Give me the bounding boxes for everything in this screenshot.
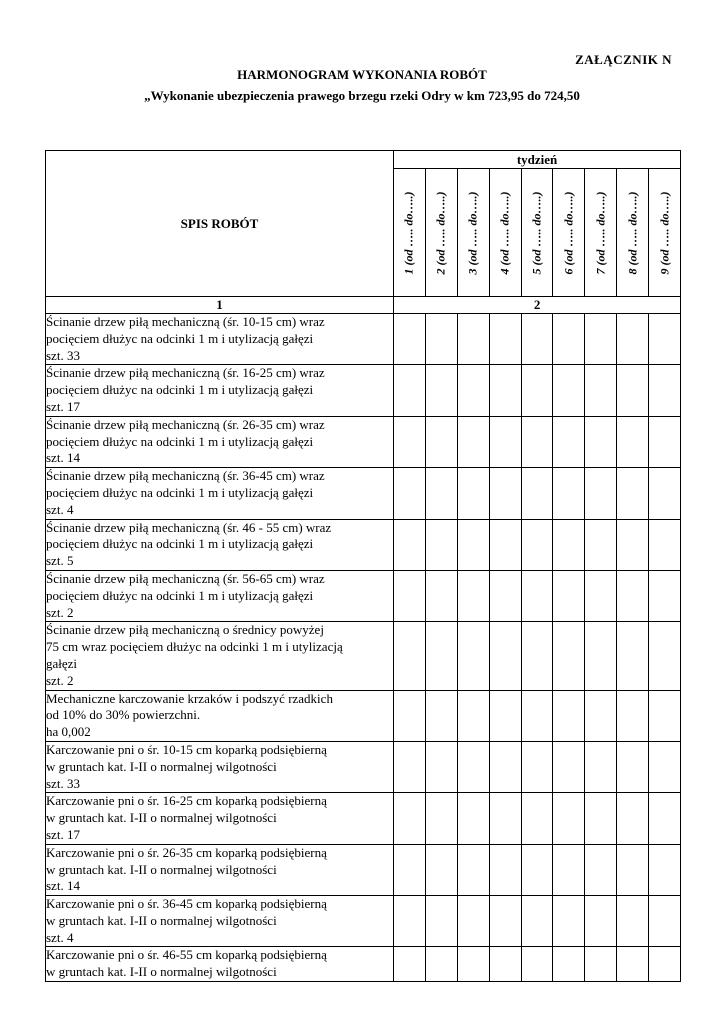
schedule-cell bbox=[521, 844, 553, 895]
week-header-cell bbox=[617, 169, 649, 297]
schedule-cell bbox=[649, 741, 681, 792]
schedule-cell bbox=[457, 519, 489, 570]
description-line: pocięciem dłużyc na odcinki 1 m i utylizacją gałęzi bbox=[46, 587, 314, 603]
schedule-cell bbox=[617, 793, 649, 844]
schedule-cell bbox=[617, 468, 649, 519]
description-line: Ścinanie drzew piłą mechaniczną (śr. 16-25 cm) wraz bbox=[46, 365, 325, 381]
schedule-cell bbox=[521, 416, 553, 467]
work-description bbox=[46, 416, 394, 467]
schedule-cell bbox=[585, 365, 617, 416]
description-line: szt. 17 bbox=[46, 826, 80, 842]
table-row bbox=[46, 896, 681, 947]
schedule-cell bbox=[617, 519, 649, 570]
schedule-cell bbox=[585, 570, 617, 621]
schedule-cell bbox=[394, 896, 426, 947]
weeks-header: tydzień bbox=[394, 151, 681, 169]
description-line: szt. 33 bbox=[46, 775, 80, 791]
schedule-cell bbox=[649, 314, 681, 365]
schedule-cell bbox=[649, 365, 681, 416]
work-description bbox=[46, 947, 394, 982]
description-line: Karczowanie pni o śr. 26-35 cm koparką podsiębierną bbox=[46, 844, 327, 860]
schedule-cell bbox=[617, 570, 649, 621]
description-line: Ścinanie drzew piłą mechaniczną (śr. 10-15 cm) wraz bbox=[46, 314, 325, 329]
annex-label: ZAŁĄCZNIK N bbox=[575, 52, 672, 67]
schedule-cell bbox=[553, 519, 585, 570]
week-label: 7 (od ….. do…..) bbox=[593, 191, 608, 274]
work-description bbox=[46, 793, 394, 844]
description-line: gałęzi bbox=[46, 655, 78, 671]
work-description bbox=[46, 741, 394, 792]
schedule-cell bbox=[649, 468, 681, 519]
description-line: Ścinanie drzew piłą mechaniczną (śr. 46 - 55 cm) wraz bbox=[46, 519, 332, 535]
description-line: Ścinanie drzew piłą mechaniczną o średnicy powyżej bbox=[46, 622, 324, 638]
description-line: 75 cm wraz pocięciem dłużyc na odcinki 1 m i utylizacją bbox=[46, 639, 343, 655]
schedule-cell bbox=[394, 844, 426, 895]
schedule-cell bbox=[649, 793, 681, 844]
schedule-cell bbox=[394, 793, 426, 844]
schedule-cell bbox=[457, 793, 489, 844]
schedule-cell bbox=[489, 314, 521, 365]
table-row bbox=[46, 314, 681, 365]
schedule-cell bbox=[521, 314, 553, 365]
schedule-cell bbox=[649, 844, 681, 895]
description-line: szt. 14 bbox=[46, 878, 80, 894]
schedule-cell bbox=[394, 690, 426, 741]
schedule-cell bbox=[553, 365, 585, 416]
work-description bbox=[46, 690, 394, 741]
work-description bbox=[46, 844, 394, 895]
description-line: szt. 33 bbox=[46, 347, 80, 363]
schedule-cell bbox=[425, 416, 457, 467]
week-header-cell bbox=[521, 169, 553, 297]
schedule-cell bbox=[585, 896, 617, 947]
schedule-cell bbox=[585, 416, 617, 467]
schedule-cell bbox=[617, 690, 649, 741]
schedule-cell bbox=[521, 570, 553, 621]
work-description bbox=[46, 519, 394, 570]
header-row-top bbox=[46, 151, 681, 169]
description-line: Karczowanie pni o śr. 10-15 cm koparką podsiębierną bbox=[46, 741, 327, 757]
description-line: Ścinanie drzew piłą mechaniczną (śr. 56-65 cm) wraz bbox=[46, 570, 325, 586]
description-line: w gruntach kat. I-II o normalnej wilgotności bbox=[46, 810, 277, 826]
schedule-cell bbox=[457, 844, 489, 895]
schedule-cell bbox=[489, 896, 521, 947]
description-line: szt. 17 bbox=[46, 398, 80, 414]
week-header-cell bbox=[489, 169, 521, 297]
description-line: Ścinanie drzew piłą mechaniczną (śr. 36-45 cm) wraz bbox=[46, 468, 325, 484]
table-row bbox=[46, 468, 681, 519]
description-line: w gruntach kat. I-II o normalnej wilgotności bbox=[46, 861, 277, 877]
schedule-cell bbox=[553, 793, 585, 844]
schedule-cell bbox=[649, 570, 681, 621]
schedule-cell bbox=[489, 365, 521, 416]
schedule-cell bbox=[553, 741, 585, 792]
schedule-cell bbox=[457, 365, 489, 416]
table-row bbox=[46, 570, 681, 621]
description-line: pocięciem dłużyc na odcinki 1 m i utylizacją gałęzi bbox=[46, 484, 314, 500]
week-label: 8 (od ….. do…..) bbox=[625, 191, 640, 274]
description-line: pocięciem dłużyc na odcinki 1 m i utylizacją gałęzi bbox=[46, 433, 314, 449]
schedule-cell bbox=[553, 570, 585, 621]
table-row bbox=[46, 844, 681, 895]
schedule-cell bbox=[489, 416, 521, 467]
schedule-cell bbox=[585, 468, 617, 519]
table-row bbox=[46, 416, 681, 467]
schedule-cell bbox=[457, 314, 489, 365]
description-line: szt. 4 bbox=[46, 929, 74, 945]
schedule-cell bbox=[521, 690, 553, 741]
table-row bbox=[46, 365, 681, 416]
schedule-cell bbox=[457, 622, 489, 690]
schedule-cell bbox=[521, 468, 553, 519]
schedule-cell bbox=[521, 896, 553, 947]
schedule-cell bbox=[457, 741, 489, 792]
schedule-cell bbox=[553, 690, 585, 741]
schedule-cell bbox=[617, 896, 649, 947]
table-row bbox=[46, 793, 681, 844]
table-row bbox=[46, 519, 681, 570]
schedule-cell bbox=[585, 947, 617, 982]
schedule-cell bbox=[553, 947, 585, 982]
schedule-cell bbox=[585, 519, 617, 570]
description-line: Karczowanie pni o śr. 36-45 cm koparką podsiębierną bbox=[46, 896, 327, 912]
schedule-cell bbox=[585, 314, 617, 365]
schedule-cell bbox=[489, 622, 521, 690]
schedule-cell bbox=[649, 947, 681, 982]
schedule-table bbox=[45, 150, 681, 982]
week-label: 3 (od ….. do…..) bbox=[465, 191, 480, 274]
schedule-cell bbox=[617, 947, 649, 982]
work-description bbox=[46, 314, 394, 365]
schedule-cell bbox=[617, 622, 649, 690]
description-line: w gruntach kat. I-II o normalnej wilgotności bbox=[46, 912, 277, 928]
schedule-cell bbox=[553, 314, 585, 365]
description-line: szt. 2 bbox=[46, 604, 74, 620]
schedule-cell bbox=[425, 741, 457, 792]
schedule-cell bbox=[617, 741, 649, 792]
schedule-cell bbox=[521, 793, 553, 844]
column-number: 1 bbox=[46, 297, 394, 314]
schedule-cell bbox=[553, 468, 585, 519]
schedule-cell bbox=[489, 519, 521, 570]
schedule-cell bbox=[617, 314, 649, 365]
schedule-cell bbox=[489, 468, 521, 519]
schedule-cell bbox=[425, 690, 457, 741]
schedule-cell bbox=[425, 793, 457, 844]
work-description bbox=[46, 622, 394, 690]
week-header-cell bbox=[425, 169, 457, 297]
column-number: 2 bbox=[394, 297, 681, 314]
schedule-cell bbox=[553, 416, 585, 467]
schedule-cell bbox=[521, 519, 553, 570]
schedule-cell bbox=[394, 947, 426, 982]
description-line: szt. 14 bbox=[46, 450, 80, 466]
schedule-cell bbox=[457, 570, 489, 621]
schedule-cell bbox=[394, 622, 426, 690]
schedule-cell bbox=[617, 416, 649, 467]
table-row bbox=[46, 622, 681, 690]
week-label: 9 (od ….. do…..) bbox=[657, 191, 672, 274]
schedule-cell bbox=[521, 622, 553, 690]
schedule-cell bbox=[394, 570, 426, 621]
schedule-cell bbox=[394, 468, 426, 519]
description-line: Karczowanie pni o śr. 16-25 cm koparką podsiębierną bbox=[46, 793, 327, 809]
schedule-cell bbox=[425, 468, 457, 519]
schedule-cell bbox=[585, 690, 617, 741]
schedule-cell bbox=[649, 896, 681, 947]
week-header-cell bbox=[553, 169, 585, 297]
schedule-cell bbox=[394, 519, 426, 570]
schedule-cell bbox=[489, 844, 521, 895]
schedule-cell bbox=[585, 622, 617, 690]
schedule-cell bbox=[394, 314, 426, 365]
schedule-cell bbox=[489, 793, 521, 844]
schedule-cell bbox=[394, 365, 426, 416]
document-title: HARMONOGRAM WYKONANIA ROBÓT bbox=[237, 67, 487, 82]
description-line: pocięciem dłużyc na odcinki 1 m i utylizacją gałęzi bbox=[46, 382, 314, 398]
schedule-cell bbox=[521, 365, 553, 416]
column-number-row bbox=[46, 297, 681, 314]
schedule-cell bbox=[425, 896, 457, 947]
description-line: szt. 2 bbox=[46, 672, 74, 688]
schedule-cell bbox=[489, 741, 521, 792]
description-line: szt. 5 bbox=[46, 553, 74, 569]
description-line: w gruntach kat. I-II o normalnej wilgotności bbox=[46, 758, 277, 774]
week-label: 1 (od ….. do…..) bbox=[401, 191, 416, 274]
week-label: 2 (od ….. do…..) bbox=[433, 191, 448, 274]
schedule-cell bbox=[425, 365, 457, 416]
schedule-cell bbox=[425, 844, 457, 895]
schedule-cell bbox=[553, 844, 585, 895]
week-label: 6 (od ….. do…..) bbox=[561, 191, 576, 274]
schedule-cell bbox=[425, 947, 457, 982]
work-description bbox=[46, 468, 394, 519]
description-line: pocięciem dłużyc na odcinki 1 m i utylizacją gałęzi bbox=[46, 330, 314, 346]
table-row bbox=[46, 741, 681, 792]
schedule-cell bbox=[457, 947, 489, 982]
description-line: szt. 4 bbox=[46, 501, 74, 517]
table-row bbox=[46, 947, 681, 982]
description-line: ha 0,002 bbox=[46, 724, 91, 740]
schedule-cell bbox=[553, 896, 585, 947]
schedule-cell bbox=[649, 416, 681, 467]
schedule-cell bbox=[394, 416, 426, 467]
schedule-cell bbox=[457, 468, 489, 519]
schedule-cell bbox=[617, 365, 649, 416]
schedule-cell bbox=[521, 947, 553, 982]
schedule-cell bbox=[489, 570, 521, 621]
table-row bbox=[46, 690, 681, 741]
schedule-cell bbox=[457, 690, 489, 741]
week-header-cell bbox=[457, 169, 489, 297]
work-description bbox=[46, 365, 394, 416]
description-line: Ścinanie drzew piłą mechaniczną (śr. 26-35 cm) wraz bbox=[46, 416, 325, 432]
work-list-header: SPIS ROBÓT bbox=[46, 151, 394, 297]
description-line: od 10% do 30% powierzchni. bbox=[46, 707, 201, 723]
schedule-cell bbox=[585, 741, 617, 792]
work-description bbox=[46, 570, 394, 621]
work-description bbox=[46, 896, 394, 947]
schedule-cell bbox=[457, 416, 489, 467]
schedule-cell bbox=[585, 793, 617, 844]
schedule-cell bbox=[585, 844, 617, 895]
week-header-cell bbox=[585, 169, 617, 297]
schedule-cell bbox=[617, 844, 649, 895]
description-line: pocięciem dłużyc na odcinki 1 m i utylizacją gałęzi bbox=[46, 536, 314, 552]
schedule-cell bbox=[457, 896, 489, 947]
week-label: 4 (od ….. do…..) bbox=[497, 191, 512, 274]
description-line: w gruntach kat. I-II o normalnej wilgotności bbox=[46, 964, 277, 980]
week-label: 5 (od ….. do…..) bbox=[529, 191, 544, 274]
schedule-cell bbox=[521, 741, 553, 792]
schedule-cell bbox=[649, 519, 681, 570]
description-line: Karczowanie pni o śr. 46-55 cm koparką podsiębierną bbox=[46, 947, 327, 963]
document-subtitle: „Wykonanie ubezpieczenia prawego brzegu rzeki Odry w km 723,95 do 724,50 bbox=[144, 88, 580, 103]
schedule-cell bbox=[394, 741, 426, 792]
schedule-cell bbox=[649, 690, 681, 741]
schedule-cell bbox=[553, 622, 585, 690]
schedule-cell bbox=[649, 622, 681, 690]
schedule-cell bbox=[425, 622, 457, 690]
week-header-cell bbox=[649, 169, 681, 297]
schedule-cell bbox=[489, 690, 521, 741]
description-line: Mechaniczne karczowanie krzaków i podszyć rzadkich bbox=[46, 690, 333, 706]
schedule-cell bbox=[425, 314, 457, 365]
schedule-cell bbox=[425, 519, 457, 570]
schedule-cell bbox=[489, 947, 521, 982]
week-header-cell bbox=[394, 169, 426, 297]
schedule-cell bbox=[425, 570, 457, 621]
